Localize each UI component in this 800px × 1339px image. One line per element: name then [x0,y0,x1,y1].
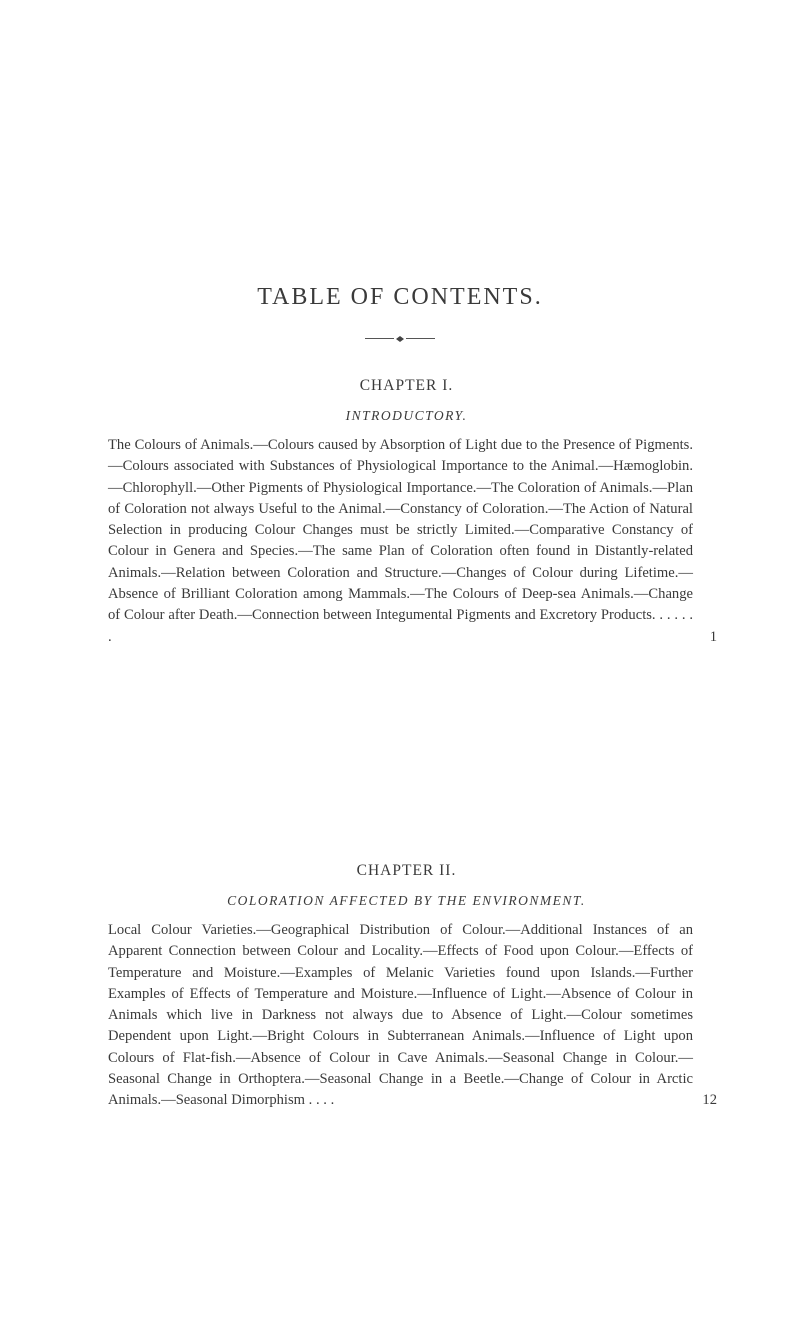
ornament-rule-left [365,338,394,339]
chapter-2-summary [108,920,717,1112]
diamond-ornament-icon [396,335,404,343]
chapter-2-heading: CHAPTER II. [356,862,457,879]
chapter-2-subtitle: COLORATION AFFECTED BY THE ENVIRONMENT. [227,893,586,908]
chapter-1-page-number: 1 [709,628,717,645]
chapter-1-heading: CHAPTER I. [359,377,454,394]
chapter-1-entry [108,375,717,648]
chapter-1-summary-text: The Colours of Animals.—Colours caused by Absorption of Light due to the Presence of Pigments.—Colours associated with Substances of Physiological Importance to the Animal.—Hæmoglobin.—Chlorophyll.—Other Pigments of Physiological Importance.—The Coloration of Animals.—Plan of Coloration not always Useful to the Animal.—Constancy of Coloration.—The Action of Natural Selection in producing Colour Changes must be strictly Limited.—Comparative Constancy of Colour in Genera and Species.—The same Plan of Coloration often found in Distantly-related Animals.—Relation between Coloration and Structure.—Changes of Colour during Lifetime.—Absence of Brilliant Coloration among Mammals.—The Colours of Deep-sea Animals.—Change of Colour after Death.—Connection between Integumental Pigments and Excretory Products. [108,437,693,624]
chapter-1-summary [108,435,717,648]
title-ornament [365,335,435,343]
ornament-rule-right [406,338,435,339]
chapter-2-leaders: . . . . [308,1092,335,1109]
chapter-2-page-number: 12 [702,1092,717,1109]
chapter-1-subtitle: INTRODUCTORY. [345,408,468,423]
chapter-2-entry [108,860,717,1112]
chapter-2-summary-text: Local Colour Varieties.—Geographical Distribution of Colour.—Additional Instances of an Apparent Connection between Colour and Locality.—Effects of Food upon Colour.—Effects of Temperature and Moisture.—Examples of Melanic Varieties found upon Islands.—Further Examples of Effects of Temperature and Moisture.—Influence of Light.—Absence of Colour in Animals which live in Darkness not always due to Absence of Light.—Colour sometimes Dependent upon Light.—Bright Colours in Subterranean Animals.—Influence of Light upon Colours of Flat-fish.—Absence of Colour in Cave Animals.—Seasonal Change in Colour.—Seasonal Change in Orthoptera.—Seasonal Change in a Beetle.—Change of Colour in Arctic Animals.—Seasonal Dimorphism [108,922,693,1109]
chapter-1-leaders: . . . . . . [108,607,693,645]
page-title: TABLE OF CONTENTS. [257,284,543,310]
